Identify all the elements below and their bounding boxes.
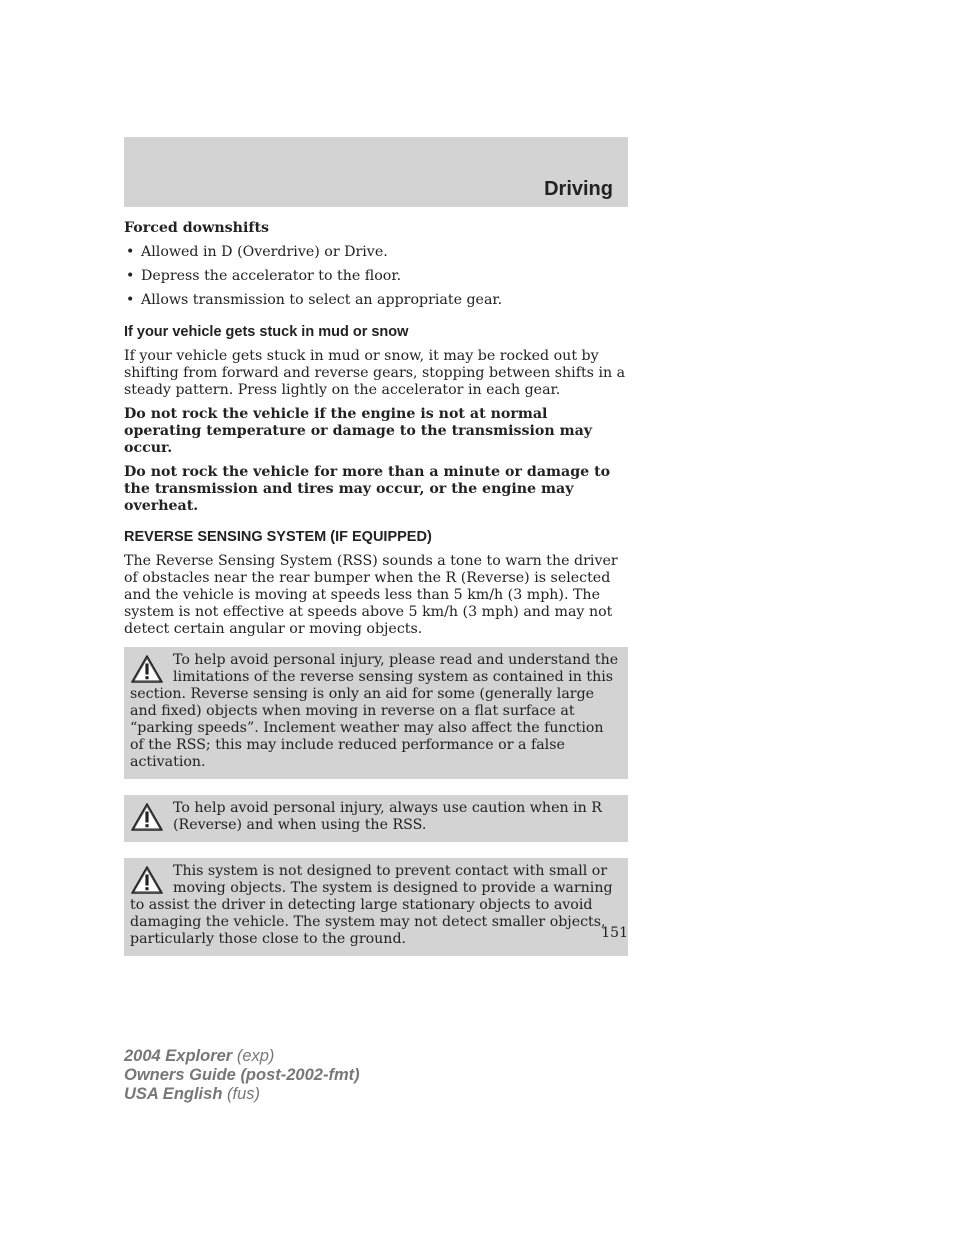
section-header-band (124, 137, 628, 207)
footer-line-1: 2004 Explorer (exp) (124, 1047, 275, 1065)
warning-triangle-icon (130, 654, 164, 684)
bullet-icon: • (126, 268, 135, 284)
list-item: • Depress the accelerator to the floor. (126, 268, 402, 284)
page-content (124, 220, 628, 972)
warning-triangle-icon (130, 865, 164, 895)
document-footer (124, 1047, 360, 1104)
list-item: • Allows transmission to select an appropriate gear. (126, 292, 503, 308)
stuck-caution-1: Do not rock the vehicle if the engine is not at normal operating temperature or damage to the transmission may occur. (124, 406, 593, 456)
warning-text: This system is not designed to prevent contact with small or moving objects. The system is designed to provide a warning to assist the driver in detecting large stationary objects to avoid damaging the vehicle. The system may not detect smaller objects, particularly those close to the ground. (130, 863, 613, 947)
warning-box (124, 795, 628, 842)
stuck-heading: If your vehicle gets stuck in mud or snow (124, 324, 409, 340)
forced-downshifts-heading: Forced downshifts (124, 220, 270, 236)
footer-line-3: USA English (fus) (124, 1085, 260, 1103)
warning-box (124, 858, 628, 956)
rss-body: The Reverse Sensing System (RSS) sounds a tone to warn the driver of obstacles near the rear bumper when the R (Reverse) is selected and the vehicle is moving at speeds less than 5 km/h (3 mph). The system is not effective at speeds above 5 km/h (3 mph) and may not detect certain angular or moving objects. (124, 553, 618, 637)
forced-downshifts-list (124, 244, 628, 309)
footer-line-2: Owners Guide (post-2002-fmt) (124, 1066, 360, 1084)
bullet-icon: • (126, 244, 135, 260)
stuck-caution-2: Do not rock the vehicle for more than a minute or damage to the transmission and tires may occur, or the engine may overheat. (124, 464, 611, 514)
stuck-body: If your vehicle gets stuck in mud or snow, it may be rocked out by shifting from forward and reverse gears, stopping between shifts in a steady pattern. Press lightly on the accelerator in each gear. (124, 348, 626, 398)
rss-heading: REVERSE SENSING SYSTEM (IF EQUIPPED) (124, 529, 432, 545)
warning-text: To help avoid personal injury, always use caution when in R (Reverse) and when using the RSS. (173, 800, 602, 833)
warning-box (124, 647, 628, 779)
section-title: Driving (544, 178, 613, 200)
page-number: 151 (601, 925, 628, 941)
bullet-icon: • (126, 292, 135, 308)
warning-triangle-icon (130, 802, 164, 832)
warning-text: To help avoid personal injury, please read and understand the limitations of the reverse sensing system as contained in this section. Reverse sensing is only an aid for some (generally large and fixed) objects when moving in reverse on a flat surface at “parking speeds”. Inclement weather may also affect the function of the RSS; this may include reduced performance or a false activation. (130, 652, 619, 770)
list-item: • Allowed in D (Overdrive) or Drive. (126, 244, 388, 260)
